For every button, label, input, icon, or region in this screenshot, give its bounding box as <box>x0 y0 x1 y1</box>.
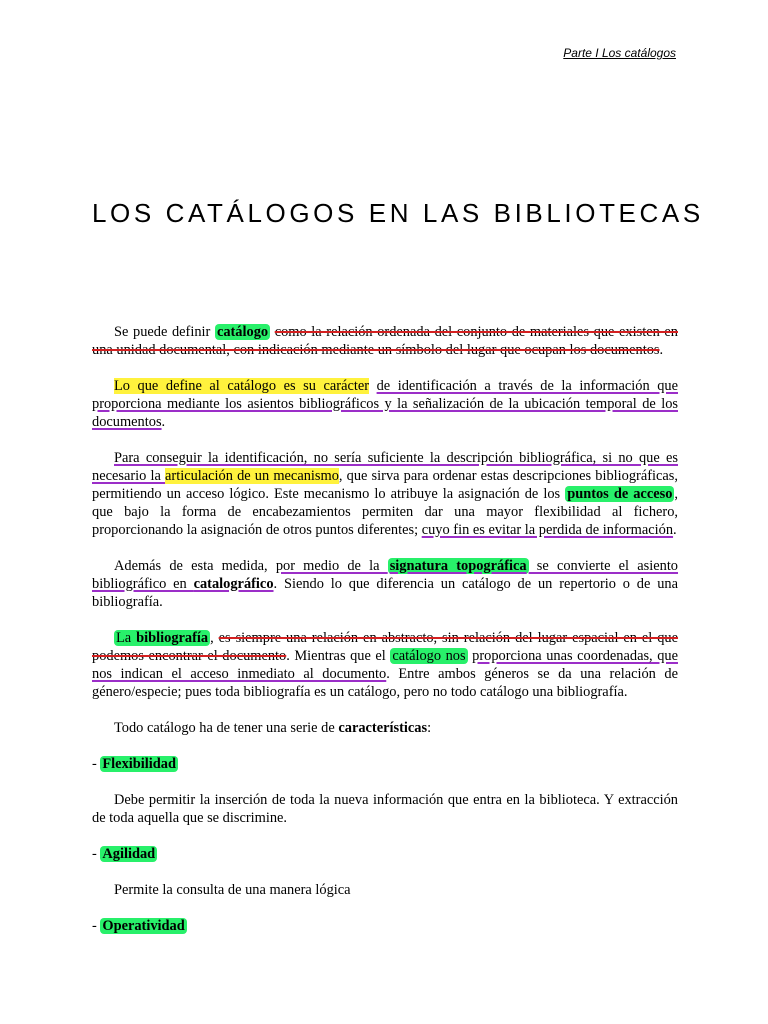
highlight-puntos-acceso: puntos de acceso <box>567 486 673 502</box>
underline-por-medio: por medio de la signatura topográfica se convierte el asiento bibliográfico en catalográfico <box>92 558 679 592</box>
paragraph-signatura: Además de esta medida, por medio de la signatura topográfica se convierte el asiento bibliográfico en catalográfico. Siendo lo que diferencia un catálogo de un repertorio o de una bibliografía. <box>92 558 679 610</box>
highlight-mecanismo: articulación de un mecanismo <box>165 468 339 484</box>
bold-catalografico: catalográfico <box>193 576 274 592</box>
running-header: Parte I Los catálogos <box>563 46 676 60</box>
list-item-desc-flexibilidad: Debe permitir la inserción de toda la nueva información que entra en la biblioteca. Y extracción de toda aquella que se discrimine. <box>92 792 678 826</box>
list-item-agilidad: - Agilidad <box>92 846 156 862</box>
highlight-signatura: signatura topográfica <box>389 558 527 574</box>
highlight-caracter: Lo que define al catálogo es su carácter <box>114 378 370 394</box>
highlight-operatividad: Operatividad <box>102 918 185 934</box>
highlight-bibliografia: La bibliografía <box>116 630 209 646</box>
underline-identificacion: de identificación a través de la información que proporciona mediante los asientos bibliográficos y la señalización de la ubicación temporal de los documentos <box>92 378 678 430</box>
paragraph-definition: Se puede definir catálogo como la relación ordenada del conjunto de materiales que existen en una unidad documental, con indicación mediante un símbolo del lugar que ocupan los documentos. <box>92 324 678 358</box>
document-body <box>92 323 678 935</box>
list-item-operatividad: - Operatividad <box>92 918 185 934</box>
paragraph-caracteristicas: Todo catálogo ha de tener una serie de características: <box>114 720 432 736</box>
paragraph-identification: Para conseguir la identificación, no sería suficiente la descripción bibliográfica, si no que es necesario la articulación de un mecanismo, que sirva para ordenar estas descripciones bibliográficas, permitiendo un acceso lógico. Este mecanismo lo atribuye la asignación de los puntos de acceso , que bajo la forma de encabezamientos permiten dar una mayor flexibilidad al fichero, proporcionando la asignación de otros puntos diferentes; cuyo fin es evitar la perdida de información. <box>92 450 679 538</box>
list-item-flexibilidad: - Flexibilidad <box>92 756 176 772</box>
highlight-agilidad: Agilidad <box>102 846 156 862</box>
text-segment: Se puede definir <box>114 324 215 340</box>
underline-para-conseguir: Para conseguir la identificación, no sería suficiente la descripción bibliográfica, si no que es necesario la <box>92 450 678 484</box>
underline-cuyo-fin: cuyo fin es evitar la perdida de información <box>421 522 674 538</box>
bold-caracteristicas: características <box>338 720 428 736</box>
strikethrough-definition: como la relación ordenada del conjunto de materiales que existen en una unidad documental, con indicación mediante un símbolo del lugar que ocupan los documentos <box>92 324 678 358</box>
page-title: LOS CATÁLOGOS EN LAS BIBLIOTECAS <box>92 198 704 228</box>
list-item-desc-agilidad: Permite la consulta de una manera lógica <box>114 882 351 898</box>
paragraph-character: Lo que define al catálogo es su carácter de identificación a través de la información que proporciona mediante los asientos bibliográficos y la señalización de la ubicación temporal de los documentos. <box>92 378 678 430</box>
paragraph-bibliografia: La bibliografía , es siempre una relación en abstracto, sin relación del lugar espacial en el que podemos encontrar el documento. Mientras que el catálogo nos proporciona unas coordenadas, que nos indican el acceso inmediato al documento. Entre ambos géneros se da una relación de género/especie; pues toda bibliografía es un catálogo, pero no todo catálogo una bibliografía. <box>92 630 679 700</box>
highlight-catalogo-nos: catálogo nos <box>392 648 466 664</box>
underline-coordenadas: proporciona unas coordenadas, que nos indican el acceso inmediato al documento <box>92 648 678 682</box>
highlight-catalogo: catálogo <box>216 324 269 340</box>
highlight-flexibilidad: Flexibilidad <box>102 756 176 772</box>
strikethrough-abstracto: es siempre una relación en abstracto, sin relación del lugar espacial en el que podemos encontrar el documento <box>92 630 679 664</box>
